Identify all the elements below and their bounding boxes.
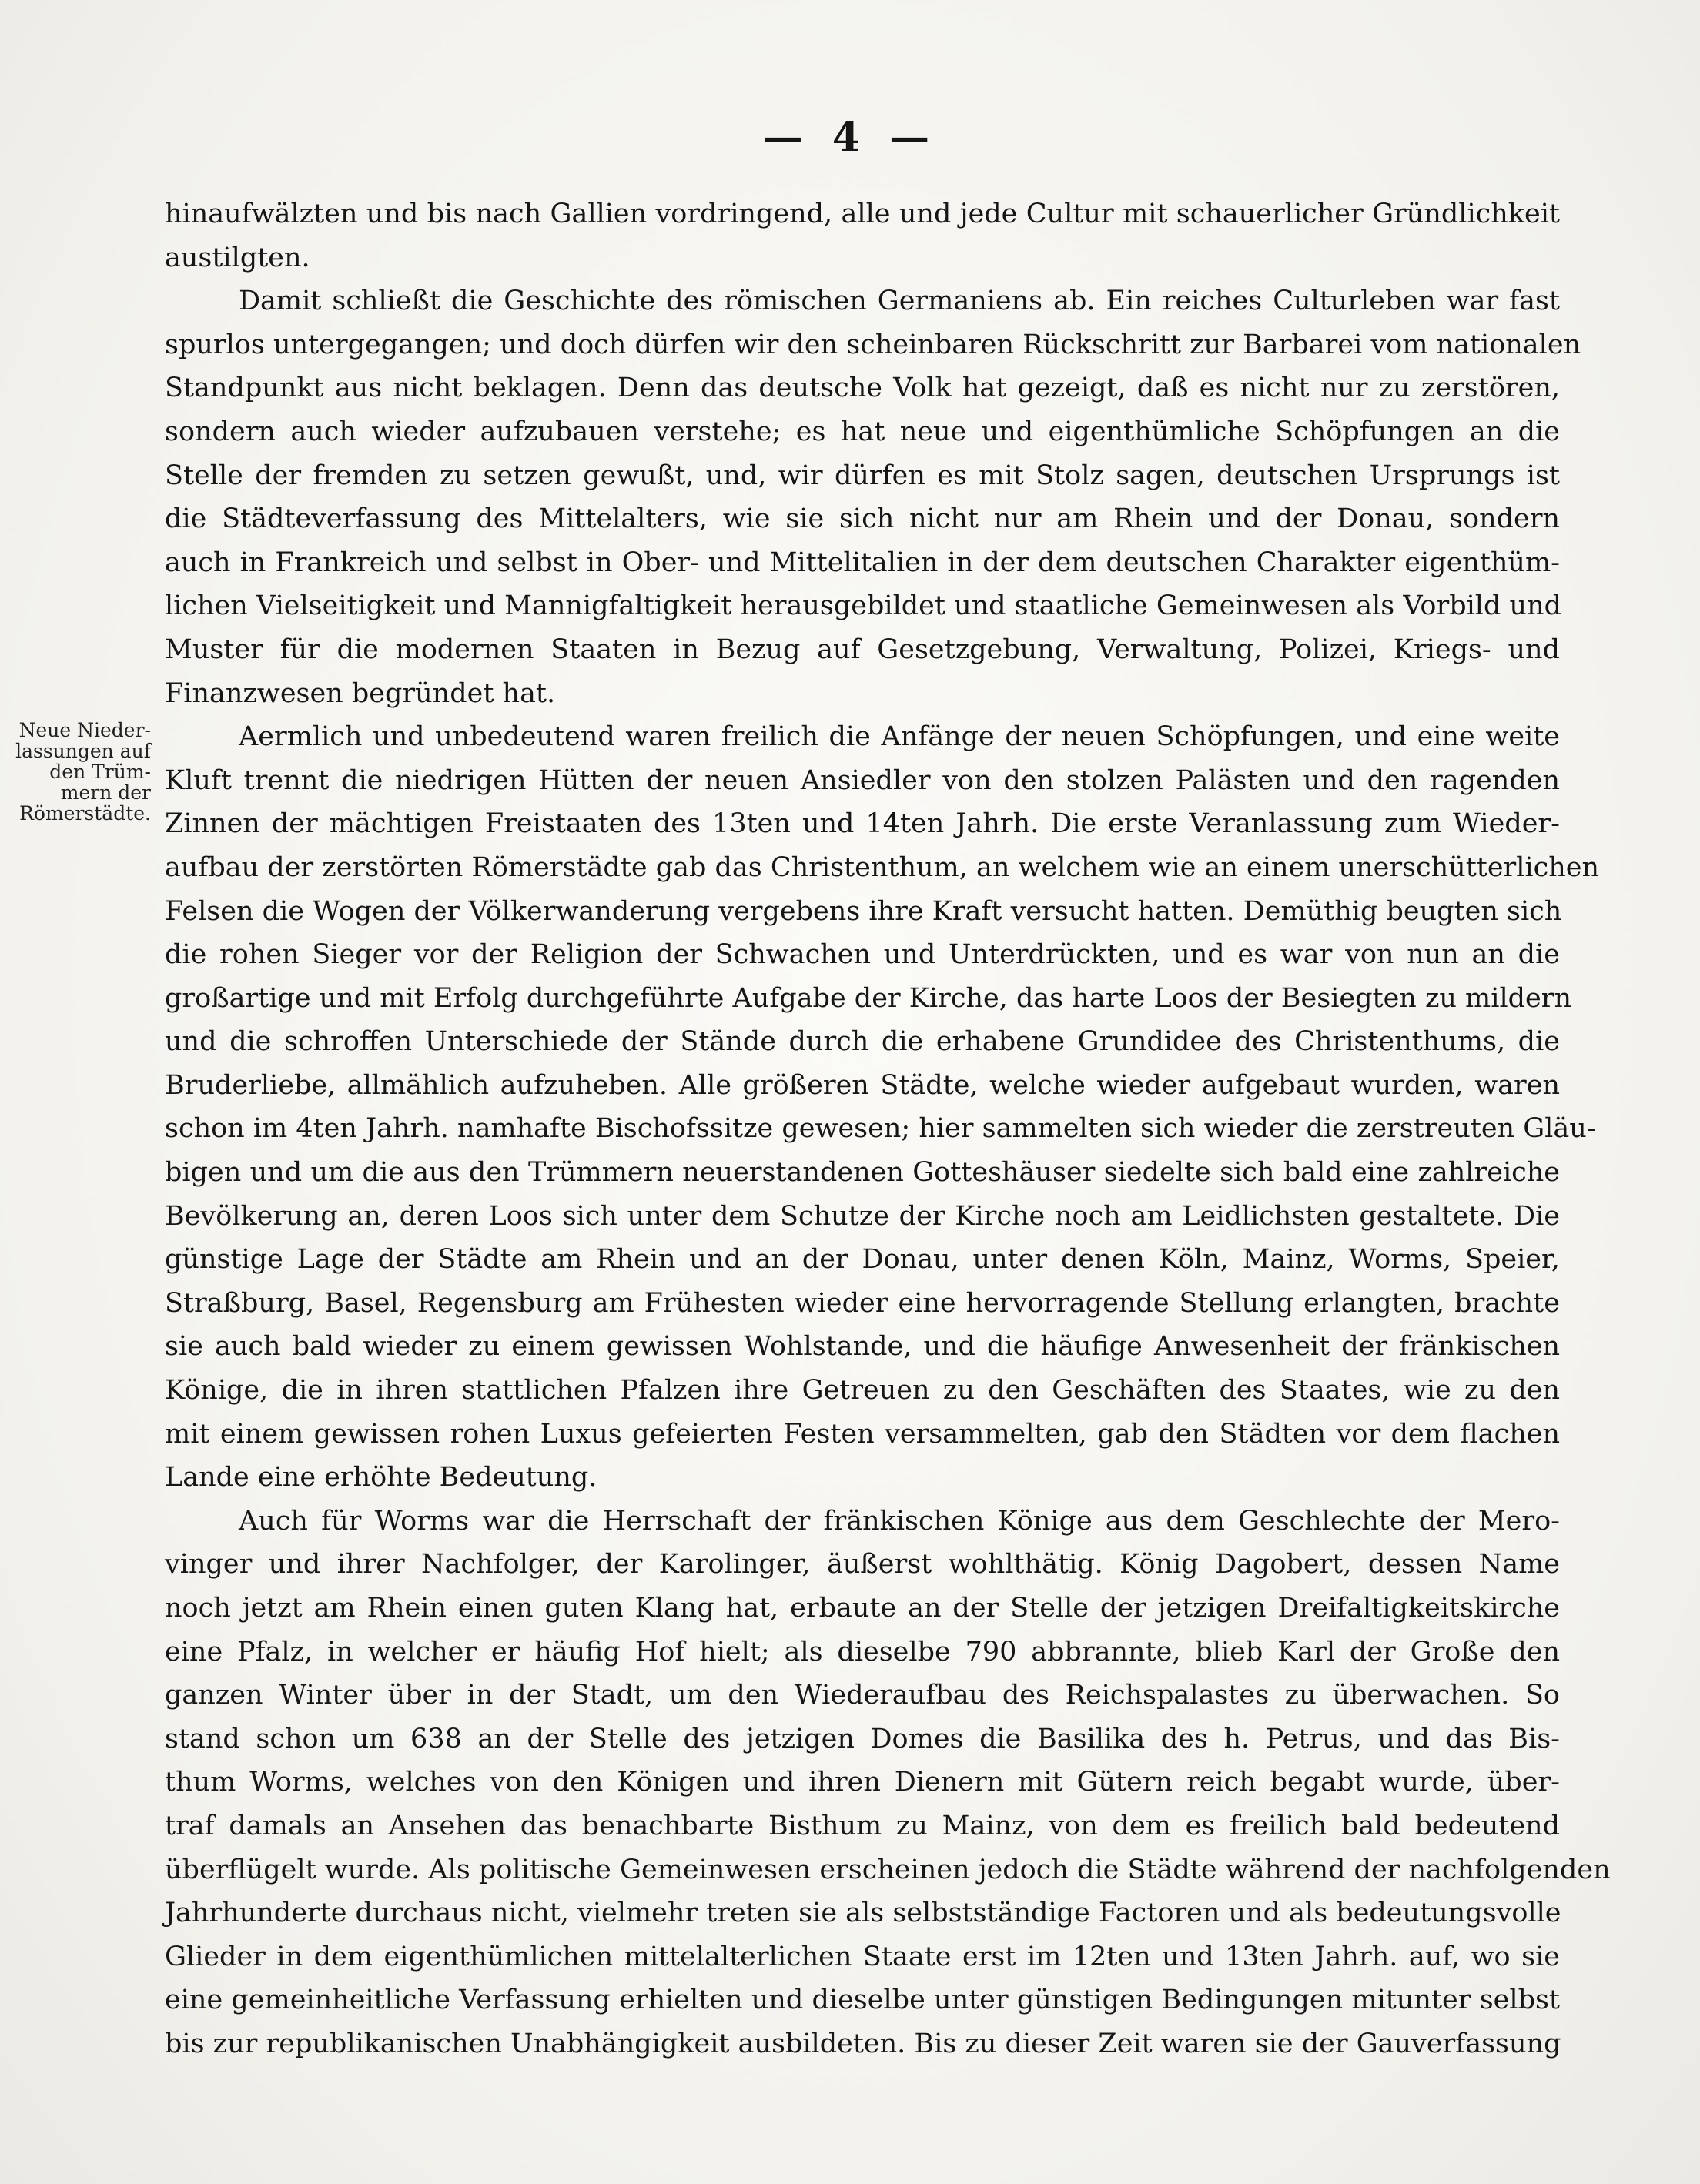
- text-line: Bruderliebe, allmählich aufzuheben. Alle größeren Städte, welche wieder aufgebaut wurden, waren: [165, 1069, 1560, 1101]
- page-number: — 4 —: [762, 114, 938, 161]
- text-line: stand schon um 638 an der Stelle des jetzigen Domes die Basilika des h. Petrus, und das Bis-: [165, 1723, 1560, 1754]
- text-line: sondern auch wieder aufzubauen verstehe; es hat neue und eigenthümliche Schöpfungen an die: [165, 416, 1560, 447]
- text-line: Auch für Worms war die Herrschaft der fränkischen Könige aus dem Geschlechte der Mero-: [239, 1505, 1560, 1537]
- text-line: eine Pfalz, in welcher er häufig Hof hielt; als dieselbe 790 abbrannte, blieb Karl der Große den: [165, 1636, 1560, 1667]
- text-line: Aermlich und unbedeutend waren freilich die Anfänge der neuen Schöpfungen, und eine weite: [239, 721, 1560, 753]
- text-line: Bevölkerung an, deren Loos sich unter dem Schutze der Kirche noch am Leidlichsten gestaltete. Die: [165, 1200, 1560, 1232]
- text-line: Glieder in dem eigenthümlichen mittelalterlichen Staate erst im 12ten und 13ten Jahrh. auf, wo sie: [165, 1941, 1560, 1972]
- text-line: Standpunkt aus nicht beklagen. Denn das deutsche Volk hat gezeigt, daß es nicht nur zu zerstören,: [165, 373, 1560, 404]
- margin-note-line: Römerstädte.: [19, 802, 151, 824]
- text-line: Zinnen der mächtigen Freistaaten des 13ten und 14ten Jahrh. Die erste Veranlassung zum Wieder-: [165, 808, 1560, 840]
- text-line: und die schroffen Unterschiede der Stände durch die erhabene Grundidee des Christenthums, die: [165, 1026, 1560, 1058]
- text-line: sie auch bald wieder zu einem gewissen Wohlstande, und die häufige Anwesenheit der fränkischen: [165, 1331, 1560, 1363]
- text-line: austilgten.: [165, 242, 310, 273]
- text-line: noch jetzt am Rhein einen guten Klang hat, erbaute an der Stelle der jetzigen Dreifaltigkeitskirche: [165, 1593, 1560, 1624]
- text-line: Damit schließt die Geschichte des römischen Germaniens ab. Ein reiches Culturleben war fast: [239, 286, 1560, 317]
- text-line: auch in Frankreich und selbst in Ober- und Mittelitalien in der dem deutschen Charakter eigenthüm-: [165, 547, 1560, 578]
- text-line: hinaufwälzten und bis nach Gallien vordringend, alle und jede Cultur mit schauerlicher Gründlichkeit: [165, 199, 1560, 229]
- text-line: Felsen die Wogen der Völkerwanderung vergebens ihre Kraft versucht hatten. Demüthig beugten sich: [165, 895, 1562, 927]
- text-line: günstige Lage der Städte am Rhein und an der Donau, unter denen Köln, Mainz, Worms, Speier,: [165, 1244, 1560, 1276]
- text-line: Jahrhunderte durchaus nicht, vielmehr treten sie als selbstständige Factoren und als bedeutungsvolle: [165, 1898, 1561, 1929]
- text-line: die Städteverfassung des Mittelalters, wie sie sich nicht nur am Rhein und der Donau, sondern: [165, 503, 1560, 535]
- text-line: Lande eine erhöhte Bedeutung.: [165, 1462, 597, 1493]
- text-line: aufbau der zerstörten Römerstädte gab das Christenthum, an welchem wie an einem unerschütterlichen: [165, 851, 1600, 883]
- text-line: lichen Vielseitigkeit und Mannigfaltigkeit herausgebildet und staatliche Gemeinwesen als Vorbild und: [165, 590, 1562, 622]
- margin-note-line: lassungen auf: [15, 740, 151, 762]
- text-line: spurlos untergegangen; und doch dürfen wir den scheinbaren Rückschritt zur Barbarei vom nationalen: [165, 329, 1581, 360]
- text-line: Kluft trennt die niedrigen Hütten der neuen Ansiedler von den stolzen Palästen und den ragenden: [165, 764, 1560, 796]
- body-text: [165, 192, 1611, 2066]
- text-line: schon im 4ten Jahrh. namhafte Bischofssitze gewesen; hier sammelten sich wieder die zerstreuten Gläu-: [165, 1113, 1596, 1145]
- text-line: eine gemeinheitliche Verfassung erhielten und dieselbe unter günstigen Bedingungen mitunter selbst: [165, 1985, 1560, 2016]
- text-line: thum Worms, welches von den Königen und ihren Dienern mit Gütern reich begabt wurde, über-: [165, 1767, 1560, 1798]
- margin-note-line: mern der: [60, 781, 151, 804]
- text-line: Stelle der fremden zu setzen gewußt, und, wir dürfen es mit Stolz sagen, deutschen Ursprungs ist: [165, 460, 1560, 491]
- margin-note: [5, 720, 151, 824]
- text-line: ganzen Winter über in der Stadt, um den Wiederaufbau des Reichspalastes zu überwachen. So: [165, 1680, 1560, 1711]
- text-line: überflügelt wurde. Als politische Gemeinwesen erscheinen jedoch die Städte während der nachfolgenden: [165, 1854, 1611, 1885]
- text-line: mit einem gewissen rohen Luxus gefeierten Festen versammelten, gab den Städten vor dem flachen: [165, 1418, 1560, 1450]
- text-line: Straßburg, Basel, Regensburg am Frühesten wieder eine hervorragende Stellung erlangten, brachte: [165, 1287, 1560, 1319]
- text-line: großartige und mit Erfolg durchgeführte Aufgabe der Kirche, das harte Loos der Besiegten zu mildern: [165, 982, 1572, 1014]
- margin-note-line: den Trüm-: [49, 761, 151, 783]
- text-line: vinger und ihrer Nachfolger, der Karolinger, äußerst wohlthätig. König Dagobert, dessen Name: [165, 1549, 1560, 1580]
- margin-note-line: Neue Nieder-: [18, 719, 151, 741]
- text-line: bigen und um die aus den Trümmern neuerstandenen Gotteshäuser siedelte sich bald eine zahlreiche: [165, 1157, 1560, 1189]
- text-line: traf damals an Ansehen das benachbarte Bisthum zu Mainz, von dem es freilich bald bedeutend: [165, 1810, 1560, 1841]
- text-line: bis zur republikanischen Unabhängigkeit ausbildeten. Bis zu dieser Zeit waren sie der Gauverfassung: [165, 2028, 1561, 2059]
- text-line: Finanzwesen begründet hat.: [165, 677, 556, 709]
- text-line: Könige, die in ihren stattlichen Pfalzen ihre Getreuen zu den Geschäften des Staates, wie zu den: [165, 1375, 1560, 1406]
- text-line: Muster für die modernen Staaten in Bezug auf Gesetzgebung, Verwaltung, Polizei, Kriegs- und: [165, 634, 1560, 665]
- text-line: die rohen Sieger vor der Religion der Schwachen und Unterdrückten, und es war von nun an die: [165, 939, 1560, 971]
